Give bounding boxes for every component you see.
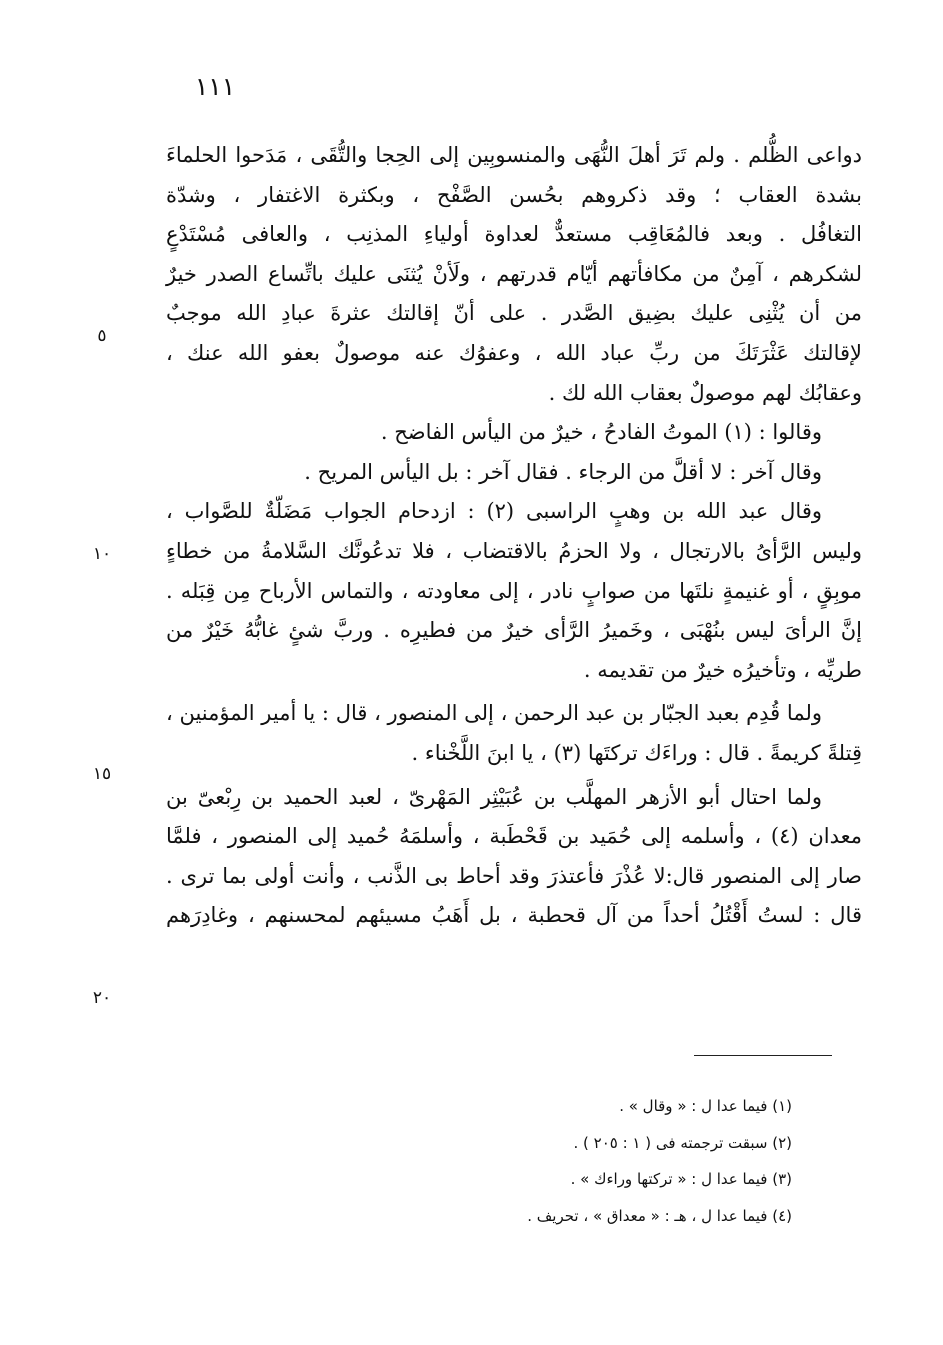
text-line: معدان (٤) ، وأسلمه إلى حُمَيد بن قَحْطَبة ، وأسلمَهُ حُميد إلى المنصور ، فلمَّا	[166, 824, 862, 849]
line-number-marker: ٢٠	[92, 988, 112, 1008]
footnotes	[300, 1088, 792, 1234]
text-line: وليس الرَّأىُ بالارتجال ، ولا الحزمُ بالاقتضاب ، فلا تدعُونَّك السَّلامةُ من خطاءٍ	[166, 538, 862, 563]
text-line: بشدة العقاب ؛ وقد ذكروهم بحُسن الصَّفْح ، وبكثرة الاغتفار ، وشدّة	[166, 182, 862, 207]
footnote: (١) فيما عدا ل : « وقال » .	[619, 1097, 792, 1115]
text-line: موبِقٍ ، أو غنيمةٍ نلتَها من صوابٍ نادر ، إلى معاودته ، والتماس الأرباح مِن قِبَله .	[166, 578, 862, 603]
text-line: وقالوا : (١) الموتُ الفادحُ ، خيرٌ من اليأس الفاضح .	[380, 420, 822, 445]
main-text	[166, 136, 862, 936]
text-line: دواعى الظُّلم . ولم تَرَ أهلَ النُّهَى والمنسوبِين إلى الحِجا والتُّقَى ، مَدَحوا الحلماءَ	[166, 143, 862, 167]
text-line: قِتلةً كريمةً . قال : وراءَك تركتَها (٣) ، يا ابنَ اللَّخْناء .	[411, 740, 862, 765]
text-line: التغافُل . وبعد فالمُعَاقِب مستعدٌّ لعداوة أولياءِ المذنِب ، والعافى مُسْتَدْعٍ	[166, 222, 863, 247]
footnote: (٣) فيما عدا ل : « تركتها وراءك » .	[570, 1170, 792, 1188]
text-line: ولما قُدِم بعبد الجبّار بن عبد الرحمن ، إلى المنصور ، قال : يا أمير المؤمنين ،	[166, 701, 822, 726]
line-number-marker: ١٠	[92, 544, 112, 564]
text-line: وعقابُك لهم موصولٌ بعقاب الله لك .	[548, 380, 862, 405]
text-line: طريِّه ، وتأخيرُه خيرٌ من تقديمه .	[583, 657, 862, 682]
page-number: ١١١	[194, 72, 236, 101]
text-line: وقال آخر : لا أقلَّ من الرجاء . فقال آخر : بل اليأس المريح .	[304, 459, 822, 484]
text-line: قال : لستُ أَقْتُلُ أحداً من آل قحطبة ، بل أَهَبُ مسيئهم لمحسنهم ، وغادِرَهم	[166, 903, 862, 928]
text-line: من أن يُثْنِى عليك بضِيق الصَّدر . على أنّ إقالتك عثرةَ عبادِ الله موجبٌ	[166, 301, 862, 326]
line-number-marker: ١٥	[92, 764, 112, 784]
text-line: إنَّ الرأىَ ليس بنُهْبَى ، وخَميرُ الرَّأى خيرٌ من فطيرِه . وربَّ شئٍ غابُّهُ خَيْرٌ من	[166, 618, 862, 643]
text-line: صار إلى المنصور قال:لا عُذْرَ فأعتذرَ وقد أحاط بى الذَّنب ، وأنت أولى بما ترى .	[166, 863, 862, 888]
text-line: لشكرهم ، آمِنٌ من مكافأتهم أيّام قدرتهم ، ولَأنْ يُثنَى عليك باتِّساع الصدر خيرٌ	[166, 261, 862, 286]
text-line: لإقالتك عَثْرَتَكَ من ربِّ عباد الله ، وعفوُك عنه موصولٌ بعفو الله عنك ،	[166, 340, 862, 365]
footnote: (٤) فيما عدا ل ، هـ : « معداق » ، تحريف .	[527, 1206, 792, 1225]
line-number-marker: ٥	[97, 326, 107, 346]
footnote: (٢) سبقت ترجمته فى ( ١ : ٢٠٥ ) .	[573, 1133, 792, 1152]
footnote-separator	[694, 1055, 832, 1056]
text-line: ولما احتال أبو الأزهر المهلَّب بن عُبَيْثِر المَهْرىّ ، لعبد الحميد بن رِبْعىّ بن	[166, 784, 822, 809]
text-line: وقال عبد الله بن وهبٍ الراسبى (٢) : ازدحام الجواب مَضَلّةٌ للصَّواب ،	[166, 499, 822, 524]
